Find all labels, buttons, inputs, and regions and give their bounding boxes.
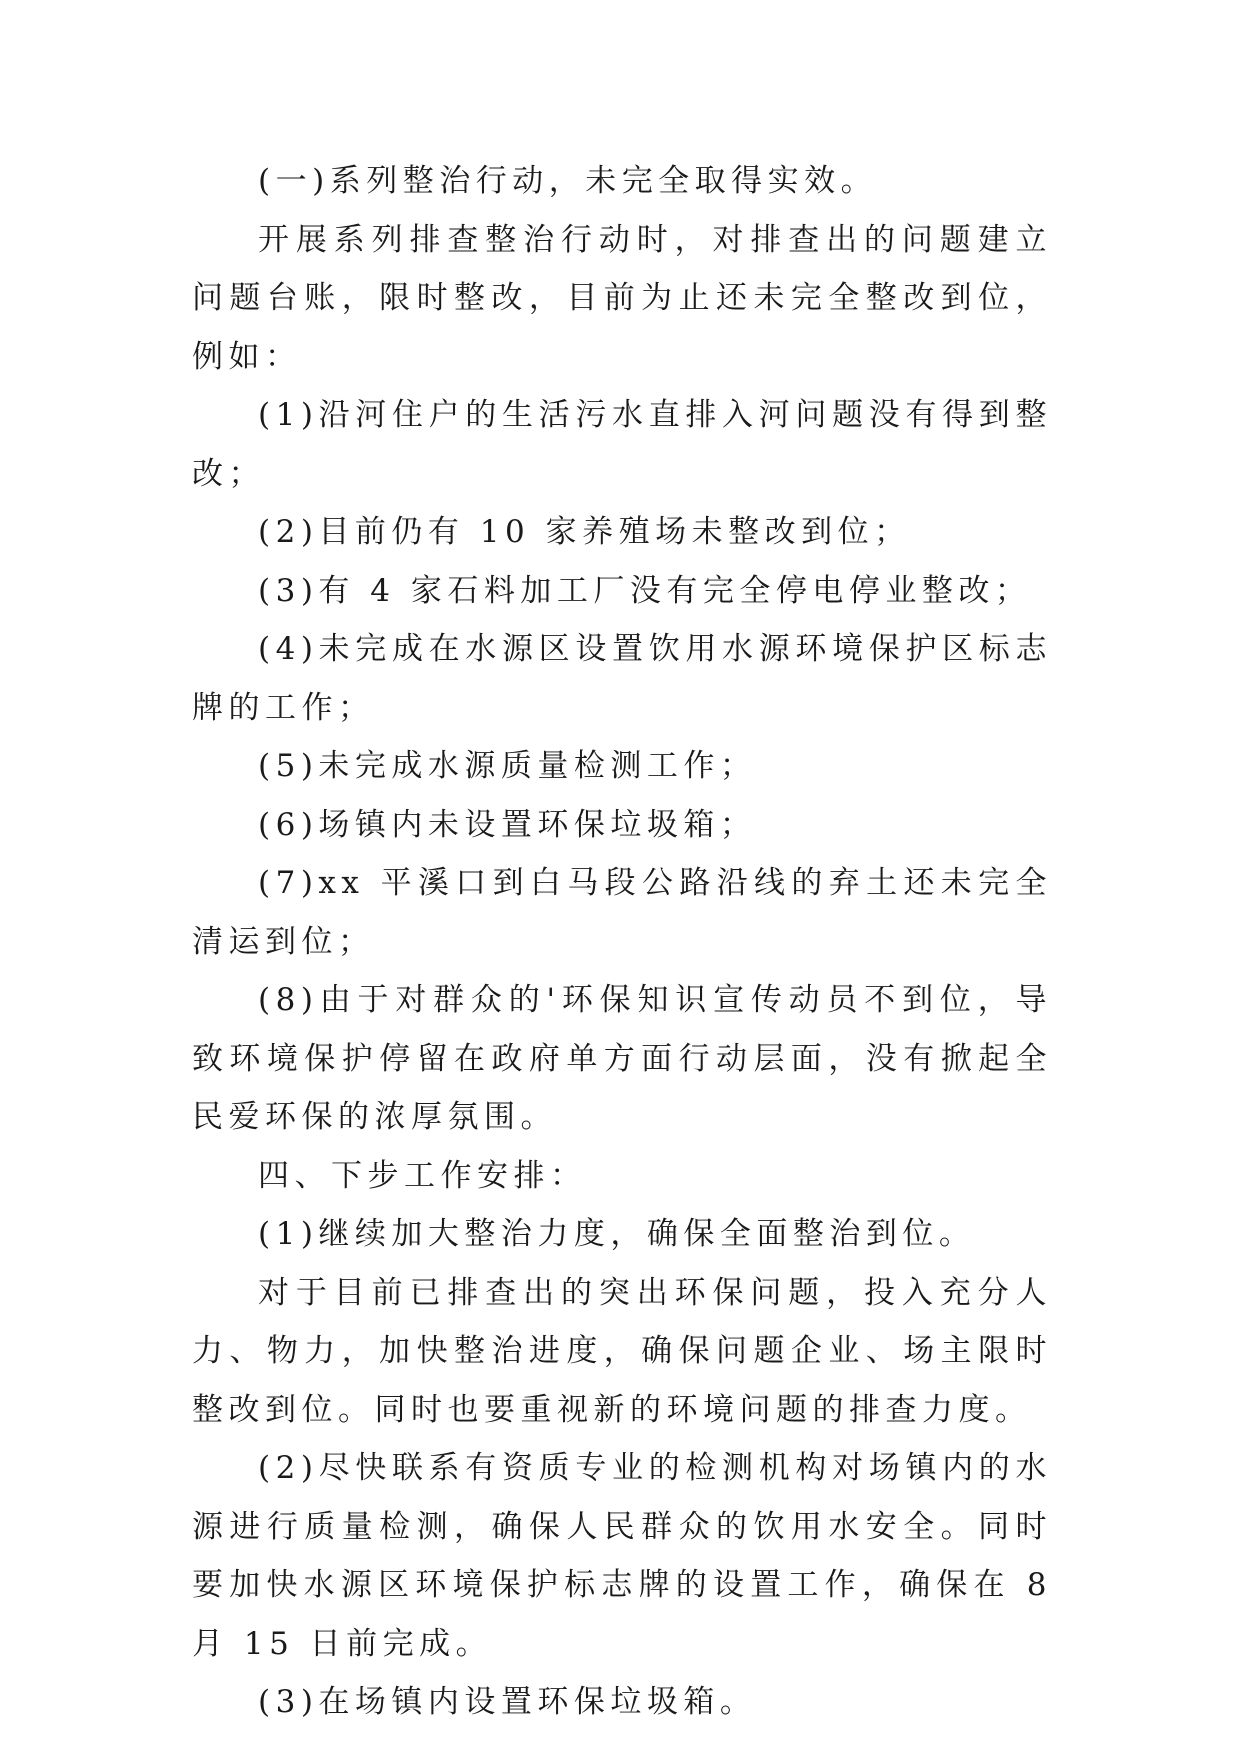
list-item-2: (2)目前仍有 10 家养殖场未整改到位； (258, 514, 911, 550)
list-item-6: (6)场镇内未设置环保垃圾箱； (258, 806, 757, 843)
list-item-1: (1)沿河住户的生活污水直排入河问题没有得到整改； (192, 397, 1052, 492)
list-item-5: (5)未完成水源质量检测工作； (258, 748, 757, 784)
plan-item-2: (2)尽快联系有资质专业的检测机构对场镇内的水源进行质量检测，确保人民群众的饮用水安全。同时要加快水源区环境保护标志牌的设置工作，确保在 8 月 15 日前完成。 (192, 1450, 1052, 1662)
paragraph-intro: 开展系列排查整治行动时，对排查出的问题建立问题台账，限时整改，目前为止还未完全整改到位，例如： (192, 221, 1052, 375)
list-item-8: (8)由于对群众的'环保知识宣传动员不到位，导致环境保护停留在政府单方面行动层面，没有掀起全民爱环保的浓厚氛围。 (192, 982, 1052, 1135)
list-item-4: (4)未完成在水源区设置饮用水源环境保护区标志牌的工作； (192, 631, 1052, 726)
plan-item-3: (3)在场镇内设置环保垃圾箱。 (258, 1684, 757, 1720)
section-heading-next-steps: 四、下步工作安排： (258, 1157, 587, 1194)
paragraph-plan-detail-1: 对于目前已排查出的突出环保问题，投入充分人力、物力，加快整治进度，确保问题企业、场主限时整改到位。同时也要重视新的环境问题的排查力度。 (192, 1274, 1052, 1428)
document-body (192, 152, 1052, 1732)
list-item-7: (7)xx 平溪口到白马段公路沿线的弃土还未完全清运到位； (192, 865, 1052, 960)
plan-item-1: (1)继续加大整治力度，确保全面整治到位。 (258, 1216, 976, 1252)
list-item-3: (3)有 4 家石料加工厂没有完全停电停业整改； (258, 572, 1032, 609)
section-heading-rectification: (一)系列整治行动，未完全取得实效。 (258, 163, 878, 199)
